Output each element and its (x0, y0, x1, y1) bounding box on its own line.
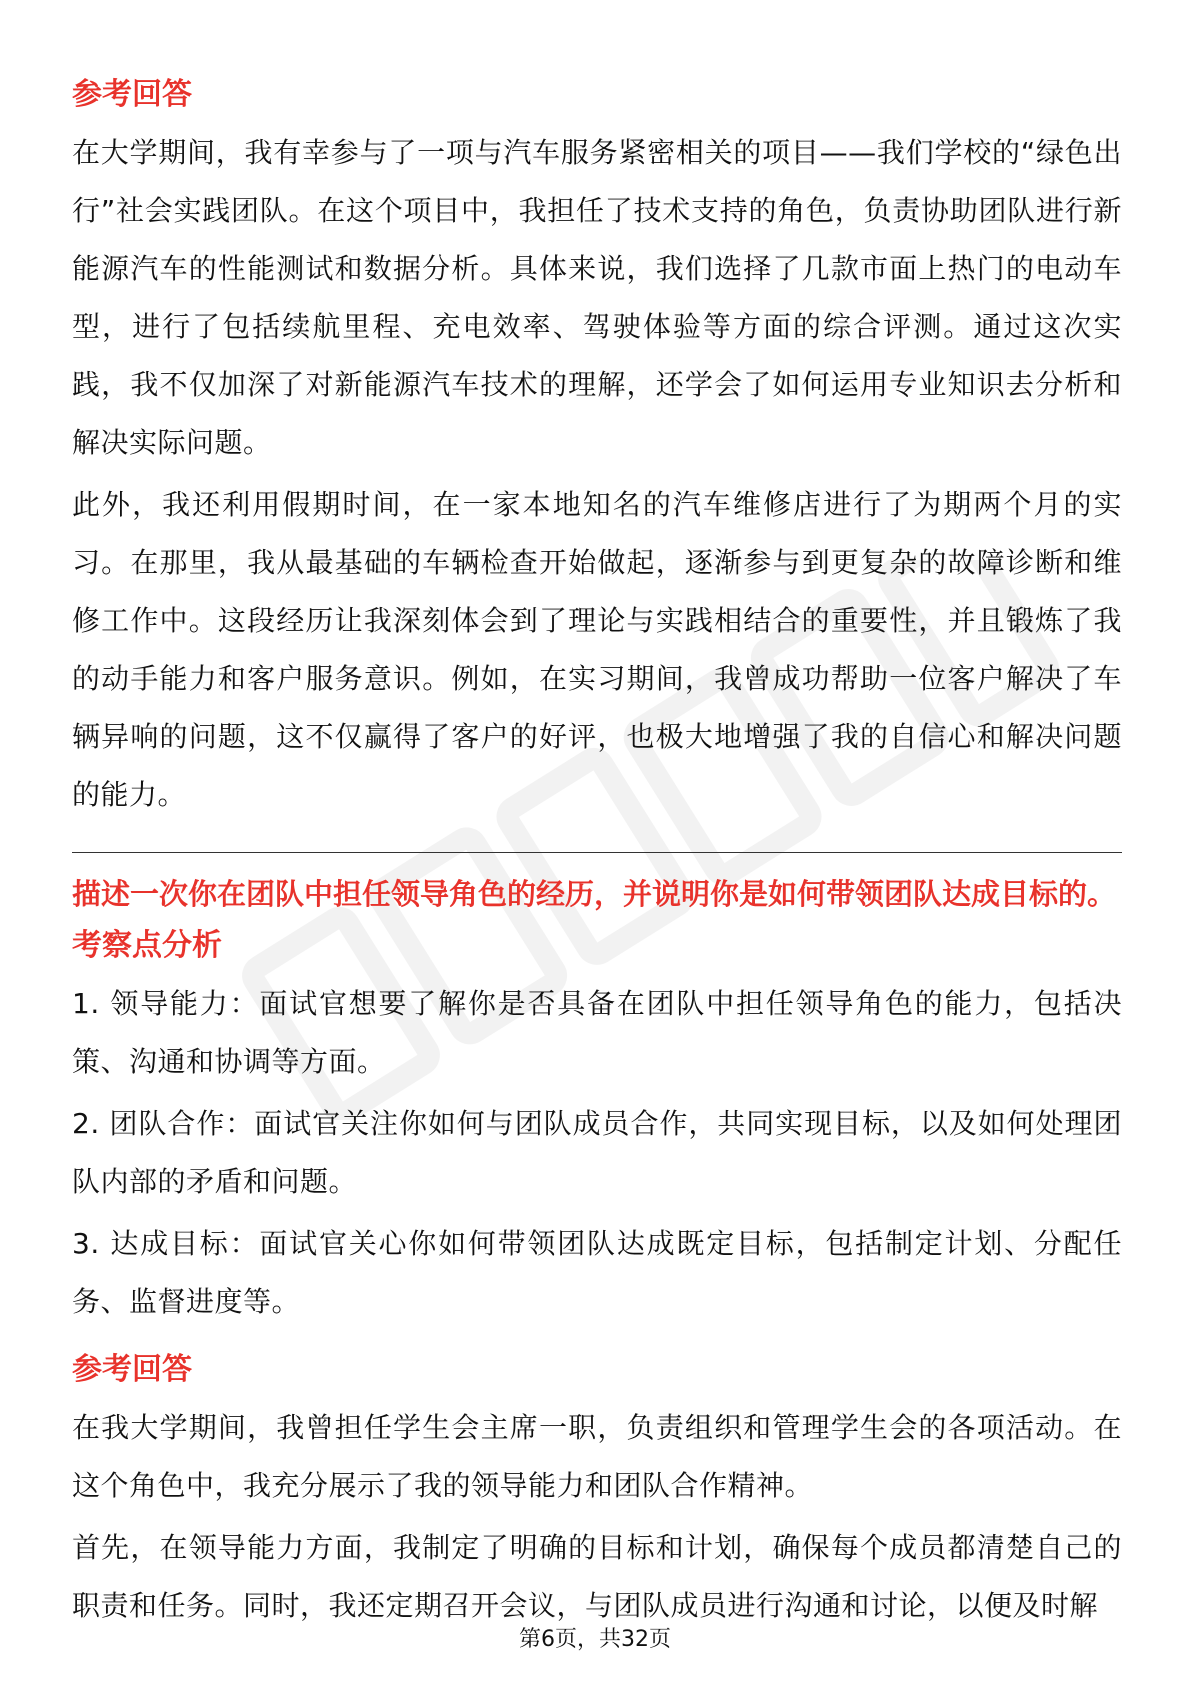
analysis-heading: 考察点分析 (72, 928, 222, 963)
page-number: 第6页，共32页 (519, 1627, 671, 1652)
analysis-point: 1. 领导能力：面试官想要了解你是否具备在团队中担任领导角色的能力，包括决策、沟通和协调等方面。 (72, 987, 1122, 1078)
document-body (72, 72, 1122, 1639)
answer-paragraph: 在我大学期间，我曾担任学生会主席一职，负责组织和管理学生会的各项活动。在这个角色中，我充分展示了我的领导能力和团队合作精神。 (72, 1411, 1122, 1502)
question-title: 描述一次你在团队中担任领导角色的经历，并说明你是如何带领团队达成目标的。 (72, 877, 1117, 911)
section-divider (72, 852, 1122, 853)
analysis-point: 3. 达成目标：面试官关心你如何带领团队达成既定目标，包括制定计划、分配任务、监督进度等。 (72, 1227, 1122, 1318)
answer-heading: 参考回答 (72, 77, 192, 112)
analysis-point: 2. 团队合作：面试官关注你如何与团队成员合作，共同实现目标，以及如何处理团队内部的矛盾和问题。 (72, 1107, 1122, 1198)
answer-paragraph: 在大学期间，我有幸参与了一项与汽车服务紧密相关的项目——我们学校的“绿色出行”社会实践团队。在这个项目中，我担任了技术支持的角色，负责协助团队进行新能源汽车的性能测试和数据分析。具体来说，我们选择了几款市面上热门的电动车型，进行了包括续航里程、充电效率、驾驶体验等方面的综合评测。通过这次实践，我不仅加深了对新能源汽车技术的理解，还学会了如何运用专业知识去分析和解决实际问题。 (72, 136, 1122, 459)
answer-paragraph: 此外，我还利用假期时间，在一家本地知名的汽车维修店进行了为期两个月的实习。在那里，我从最基础的车辆检查开始做起，逐渐参与到更复杂的故障诊断和维修工作中。这段经历让我深刻体会到了理论与实践相结合的重要性，并且锻炼了我的动手能力和客户服务意识。例如，在实习期间，我曾成功帮助一位客户解决了车辆异响的问题，这不仅赢得了客户的好评，也极大地增强了我的自信心和解决问题的能力。 (72, 488, 1122, 811)
answer-paragraph: 首先，在领导能力方面，我制定了明确的目标和计划，确保每个成员都清楚自己的职责和任务。同时，我还定期召开会议，与团队成员进行沟通和讨论，以便及时解 (72, 1531, 1122, 1622)
answer-heading: 参考回答 (72, 1352, 192, 1387)
